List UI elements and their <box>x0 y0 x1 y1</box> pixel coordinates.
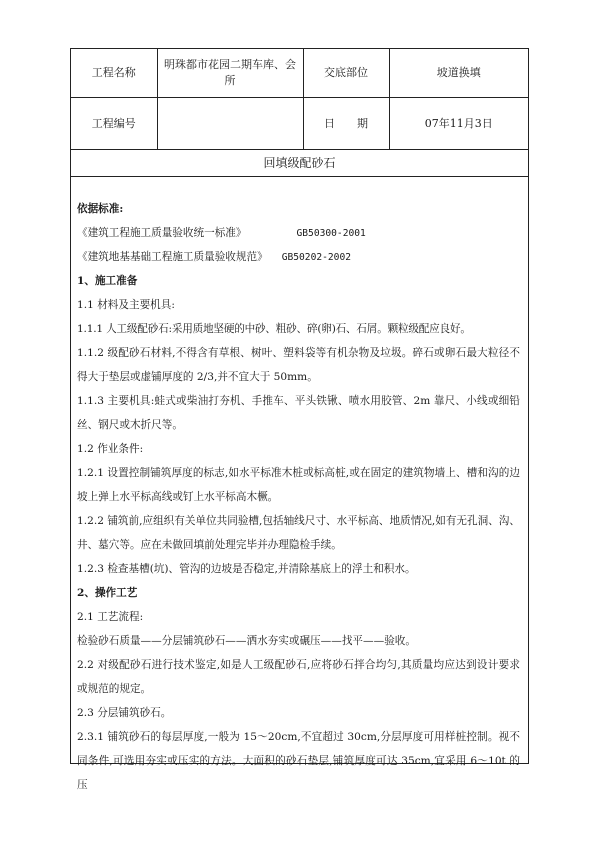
para-1-1-2: 1.1.2 级配砂石材料,不得含有草根、树叶、塑料袋等有机杂物及垃圾。碎石或卵石最大粒径不得大于垫层或虚铺厚度的 2/3,并不宜大于 50mm。 <box>77 347 520 383</box>
para-1-2: 1.2 作业条件: <box>77 443 144 455</box>
section-2-heading: 2、操作工艺 <box>77 587 138 599</box>
location-value: 坡道换填 <box>389 49 528 98</box>
project-name-value: 明珠都市花园二期车库、会所 <box>157 49 303 98</box>
para-1-1-1: 1.1.1 人工级配砂石:采用质地坚硬的中砂、粗砂、碎(卵)石、石屑。颗粒级配应良好。 <box>77 323 471 335</box>
date-label: 日 期 <box>303 98 389 150</box>
para-2-1: 2.1 工艺流程: <box>77 611 144 623</box>
document-body <box>71 177 528 797</box>
document-title: 回填级配砂石 <box>71 150 528 177</box>
para-2-3-1: 2.3.1 铺筑砂石的每层厚度,一般为 15～20cm,不宜超过 30cm,分层厚度可用样桩控制。视不同条件,可选用夯实或压实的方法。大面积的砂石垫层,铺筑厚度可达 35cm,宜采用 6～10t 的压 <box>77 731 520 791</box>
project-no-label: 工程编号 <box>71 98 157 150</box>
header-table <box>71 49 528 150</box>
location-label: 交底部位 <box>303 49 389 98</box>
para-2-1-flow: 检验砂石质量——分层铺筑砂石——洒水夯实或碾压——找平——验收。 <box>77 635 416 647</box>
disclosure-sheet <box>70 48 529 791</box>
standard-1 <box>77 221 520 245</box>
para-1-2-1: 1.2.1 设置控制铺筑厚度的标志,如水平标准木桩或标高桩,或在固定的建筑物墙上、槽和沟的边坡上弹上水平标高线或钉上水平标高木橛。 <box>77 467 520 503</box>
project-name-label: 工程名称 <box>71 49 157 98</box>
standard-2-name: 《建筑地基基础工程施工质量验收规范》 <box>77 251 268 263</box>
standard-1-name: 《建筑工程施工质量验收统一标准》 <box>77 227 247 239</box>
para-1-1: 1.1 材料及主要机具: <box>77 299 175 311</box>
para-2-3: 2.3 分层铺筑砂石。 <box>77 707 172 719</box>
standard-2 <box>77 245 520 269</box>
para-1-1-3: 1.1.3 主要机具:蛙式或柴油打夯机、手推车、平头铁锹、喷水用胶管、2m 靠尺、小线或细铅丝、钢尺或木折尺等。 <box>77 395 520 431</box>
project-no-value <box>157 98 303 150</box>
date-value: 07年11月3日 <box>389 98 528 150</box>
standard-2-code: GB50202-2002 <box>281 252 351 263</box>
para-1-2-2: 1.2.2 铺筑前,应组织有关单位共同验槽,包括轴线尺寸、水平标高、地质情况,如有无孔洞、沟、井、墓穴等。应在未做回填前处理完毕并办理隐检手续。 <box>77 515 520 551</box>
para-2-2: 2.2 对级配砂石进行技术鉴定,如是人工级配砂石,应将砂石拌合均匀,其质量均应达到设计要求或规范的规定。 <box>77 659 520 695</box>
standard-1-code: GB50300-2001 <box>296 228 366 239</box>
para-1-2-3: 1.2.3 检查基槽(坑)、管沟的边坡是否稳定,并清除基底上的浮土和积水。 <box>77 563 416 575</box>
basis-heading: 依据标准: <box>77 203 124 215</box>
section-1-heading: 1、施工准备 <box>77 275 138 287</box>
